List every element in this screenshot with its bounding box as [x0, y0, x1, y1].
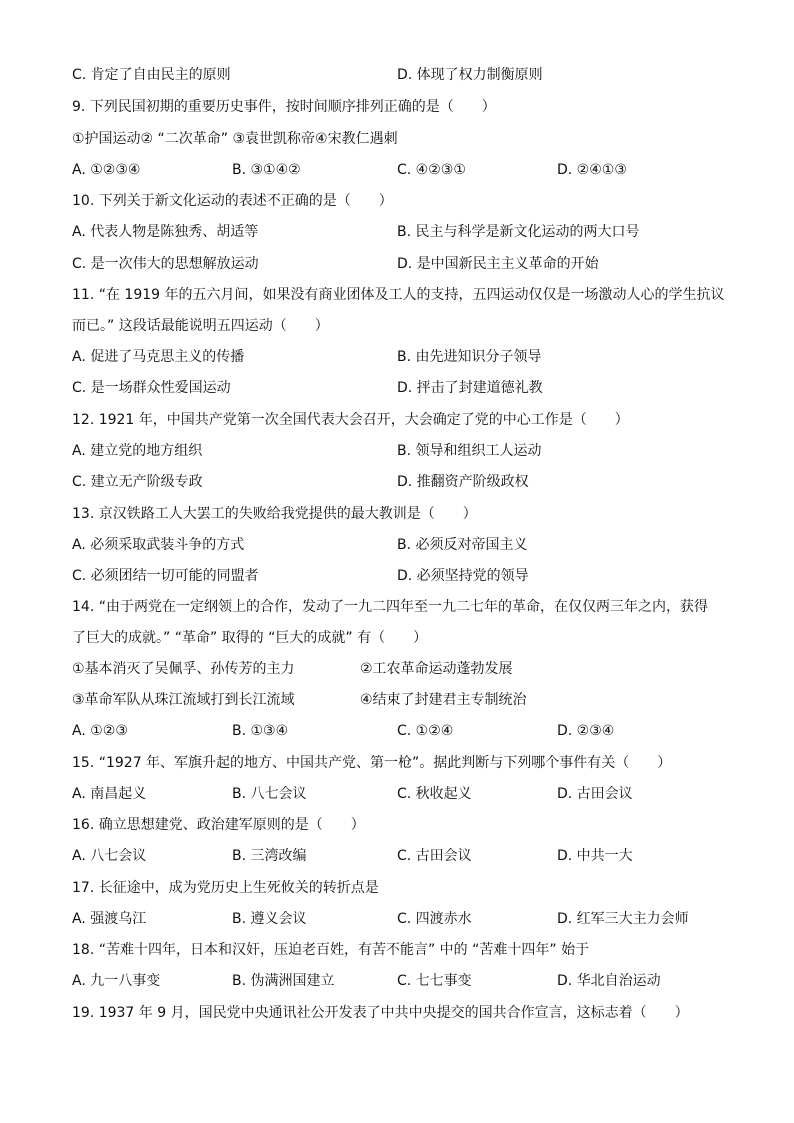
- q9-stem: 9. 下列民国初期的重要历史事件，按时间顺序排列正确的是（ ）: [72, 99, 496, 115]
- q8-options-row: [72, 65, 732, 85]
- q10-option-d: D. 是中国新民主主义革命的开始: [397, 256, 599, 272]
- q13-option-a: A. 必须采取武装斗争的方式: [72, 537, 245, 553]
- q15-option-c: C. 秋收起义: [397, 786, 472, 802]
- q9-options-row: [72, 160, 732, 180]
- q15-option-a: A. 南昌起义: [72, 786, 147, 802]
- q12-stem: 12. 1921 年，中国共产党第一次全国代表大会召开，大会确定了党的中心工作是（ ）: [72, 412, 629, 428]
- q14-option-b: B. ①③④: [232, 723, 289, 739]
- q15-option-b: B. 八七会议: [232, 786, 307, 802]
- q12-option-c: C. 建立无产阶级专政: [72, 474, 203, 490]
- q10-options-row-1: [72, 222, 732, 242]
- q19-stem: 19. 1937 年 9 月，国民党中央通讯社公开发表了中共中央提交的国共合作宣言，这标志着（ ）: [72, 1005, 689, 1021]
- q8-option-c: C. 肯定了自由民主的原则: [72, 67, 231, 83]
- q12-options-row-2: [72, 472, 732, 492]
- q10-stem: 10. 下列关于新文化运动的表述不正确的是（ ）: [72, 193, 393, 209]
- q9-option-a: A. ①②③④: [72, 162, 141, 178]
- q16-option-c: C. 古田会议: [397, 848, 472, 864]
- q14-option-d: D. ②③④: [557, 723, 615, 739]
- q13-option-c: C. 必须团结一切可能的同盟者: [72, 568, 259, 584]
- q8-option-d: D. 体现了权力制衡原则: [397, 67, 543, 83]
- q16-option-d: D. 中共一大: [557, 848, 633, 864]
- q15-options-row: [72, 784, 732, 804]
- q13-options-row-1: [72, 535, 732, 555]
- q11-option-c: C. 是一场群众性爱国运动: [72, 380, 231, 396]
- q18-option-c: C. 七七事变: [397, 973, 472, 989]
- q12-options-row-1: [72, 441, 732, 461]
- q11-options-row-1: [72, 347, 732, 367]
- q17-option-c: C. 四渡赤水: [397, 911, 472, 927]
- q15-stem: 15. “1927 年、军旗升起的地方、中国共产党、第一枪”。据此判断与下列哪个事件有关（ ）: [72, 755, 672, 771]
- q9-option-d: D. ②④①③: [557, 162, 627, 178]
- q11-option-a: A. 促进了马克思主义的传播: [72, 349, 245, 365]
- q11-stem-line-1: 11. “在 1919 年的五六月间，如果没有商业团体及工人的支持，五四运动仅仅是一场激动人心的学生抗议: [72, 287, 725, 303]
- q14-statement-3: ③革命军队从珠江流域打到长江流域: [72, 692, 295, 708]
- q17-option-a: A. 强渡乌江: [72, 911, 147, 927]
- q16-stem: 16. 确立思想建党、政治建军原则的是（ ）: [72, 817, 365, 833]
- q11-stem-line-2: 而已。” 这段话最能说明五四运动（ ）: [72, 318, 329, 334]
- q12-option-b: B. 领导和组织工人运动: [397, 443, 542, 459]
- q10-option-c: C. 是一次伟大的思想解放运动: [72, 256, 259, 272]
- q12-option-a: A. 建立党的地方组织: [72, 443, 203, 459]
- q9-events: ①护国运动② “二次革命” ③袁世凯称帝④宋教仁遇刺: [72, 131, 398, 147]
- q11-options-row-2: [72, 378, 732, 398]
- q14-statements-row-2: [72, 690, 732, 710]
- q17-options-row: [72, 909, 732, 929]
- q14-stem-line-2: 了巨大的成就。” “革命” 取得的 “巨大的成就” 有（ ）: [72, 630, 428, 646]
- q13-options-row-2: [72, 566, 732, 586]
- q13-option-b: B. 必须反对帝国主义: [397, 537, 528, 553]
- q9-option-b: B. ③①④②: [232, 162, 301, 178]
- q16-option-a: A. 八七会议: [72, 848, 147, 864]
- q14-option-c: C. ①②④: [397, 723, 454, 739]
- q9-option-c: C. ④②③①: [397, 162, 466, 178]
- q14-stem-line-1: 14. “由于两党在一定纲领上的合作，发动了一九二四年至一九二七年的革命，在仅仅两三年之内，获得: [72, 599, 708, 615]
- q18-option-a: A. 九一八事变: [72, 973, 161, 989]
- q10-options-row-2: [72, 254, 732, 274]
- q14-statement-2: ②工农革命运动蓬勃发展: [360, 661, 513, 677]
- q10-option-b: B. 民主与科学是新文化运动的两大口号: [397, 224, 640, 240]
- q13-option-d: D. 必须坚持党的领导: [397, 568, 529, 584]
- q14-options-row: [72, 721, 732, 741]
- q14-option-a: A. ①②③: [72, 723, 128, 739]
- q16-option-b: B. 三湾改编: [232, 848, 307, 864]
- q16-options-row: [72, 846, 732, 866]
- q18-options-row: [72, 971, 732, 991]
- q17-stem: 17. 长征途中，成为党历史上生死攸关的转折点是: [72, 880, 379, 896]
- q18-option-d: D. 华北自治运动: [557, 973, 661, 989]
- q14-statement-4: ④结束了封建君主专制统治: [360, 692, 527, 708]
- q12-option-d: D. 推翻资产阶级政权: [397, 474, 529, 490]
- q13-stem: 13. 京汉铁路工人大罢工的失败给我党提供的最大教训是（ ）: [72, 506, 477, 522]
- q11-option-d: D. 抨击了封建道德礼教: [397, 380, 543, 396]
- q15-option-d: D. 古田会议: [557, 786, 633, 802]
- q14-statement-1: ①基本消灭了吴佩孚、孙传芳的主力: [72, 661, 295, 677]
- q17-option-d: D. 红军三大主力会师: [557, 911, 689, 927]
- q18-stem: 18. “苦难十四年，日本和汉奸，压迫老百姓，有苦不能言” 中的 “苦难十四年” 始于: [72, 942, 590, 958]
- q10-option-a: A. 代表人物是陈独秀、胡适等: [72, 224, 259, 240]
- q14-statements-row-1: [72, 659, 732, 679]
- q11-option-b: B. 由先进知识分子领导: [397, 349, 542, 365]
- q18-option-b: B. 伪满洲国建立: [232, 973, 335, 989]
- q17-option-b: B. 遵义会议: [232, 911, 307, 927]
